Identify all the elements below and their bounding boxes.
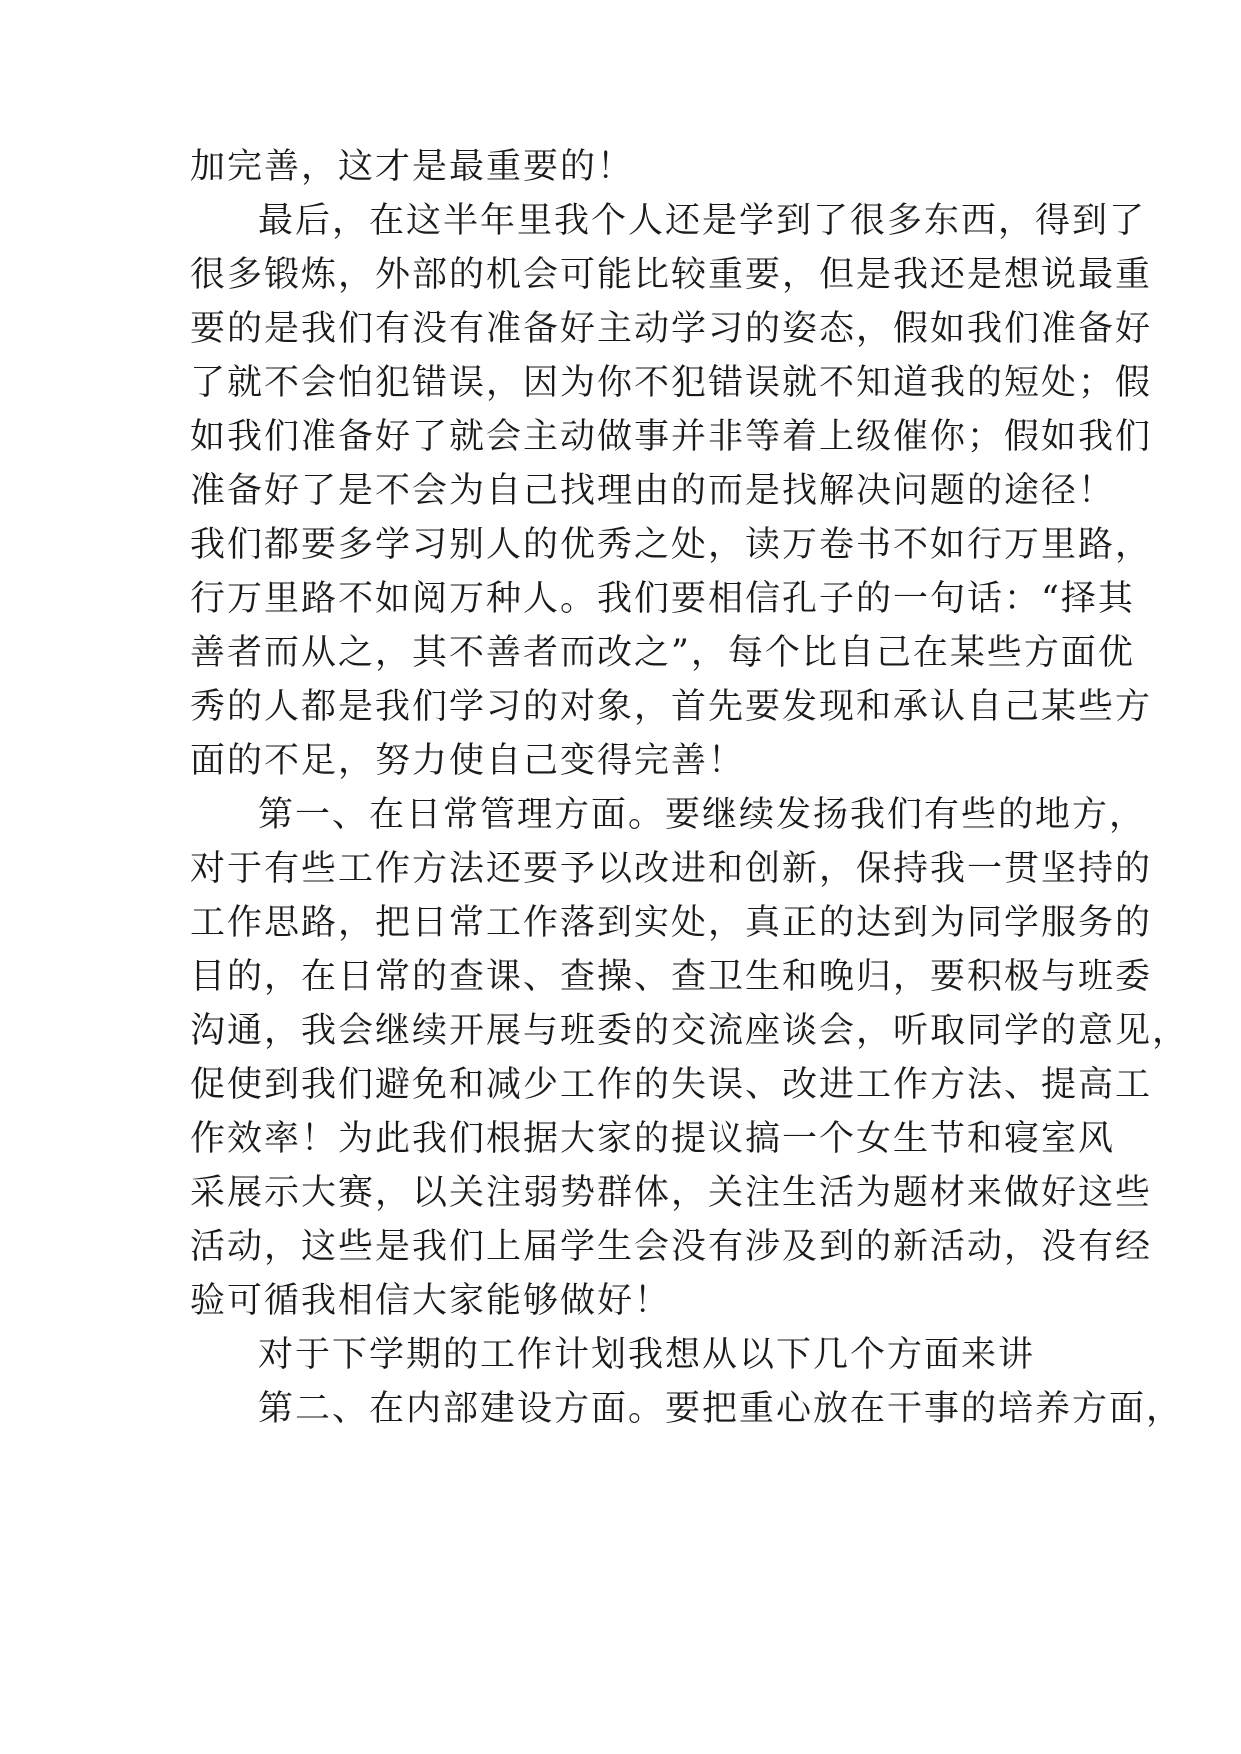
text-line: 最后，在这半年里我个人还是学到了很多东西，得到了 xyxy=(258,201,1147,241)
text-line: 我们都要多学习别人的优秀之处，读万卷书不如行万里路， xyxy=(190,525,1153,565)
text-line: 准备好了是不会为自己找理由的而是找解决问题的途径！ xyxy=(190,471,1116,511)
text-line: 面的不足，努力使自己变得完善！ xyxy=(190,741,746,781)
text-line: 行万里路不如阅万种人。我们要相信孔子的一句话：“择其 xyxy=(190,579,1135,619)
text-line: 活动，这些是我们上届学生会没有涉及到的新活动，没有经 xyxy=(190,1227,1153,1267)
text-line: 促使到我们避免和减少工作的失误、改进工作方法、提高工 xyxy=(190,1065,1153,1105)
text-line: 加完善，这才是最重要的！ xyxy=(190,147,635,187)
text-line: 秀的人都是我们学习的对象，首先要发现和承认自己某些方 xyxy=(190,687,1153,727)
text-line: 很多锻炼，外部的机会可能比较重要，但是我还是想说最重 xyxy=(190,255,1153,295)
text-line: 如我们准备好了就会主动做事并非等着上级催你；假如我们 xyxy=(190,417,1153,457)
text-line: 善者而从之，其不善者而改之”，每个比自己在某些方面优 xyxy=(190,633,1135,673)
text-line: 采展示大赛，以关注弱势群体，关注生活为题材来做好这些 xyxy=(190,1173,1153,1213)
text-line: 沟通，我会继续开展与班委的交流座谈会，听取同学的意见， xyxy=(190,1011,1190,1051)
text-line: 要的是我们有没有准备好主动学习的姿态，假如我们准备好 xyxy=(190,309,1153,349)
text-line: 对于下学期的工作计划我想从以下几个方面来讲 xyxy=(258,1335,1036,1375)
text-line: 工作思路，把日常工作落到实处，真正的达到为同学服务的 xyxy=(190,903,1153,943)
text-line: 目的，在日常的查课、查操、查卫生和晚归，要积极与班委 xyxy=(190,957,1153,997)
text-line: 对于有些工作方法还要予以改进和创新，保持我一贯坚持的 xyxy=(190,849,1153,889)
text-line: 作效率！为此我们根据大家的提议搞一个女生节和寝室风 xyxy=(190,1119,1116,1159)
text-line: 了就不会怕犯错误，因为你不犯错误就不知道我的短处；假 xyxy=(190,363,1153,403)
text-line: 第二、在内部建设方面。要把重心放在干事的培养方面， xyxy=(258,1389,1184,1429)
text-line: 第一、在日常管理方面。要继续发扬我们有些的地方， xyxy=(258,795,1147,835)
text-line: 验可循我相信大家能够做好！ xyxy=(190,1281,672,1321)
